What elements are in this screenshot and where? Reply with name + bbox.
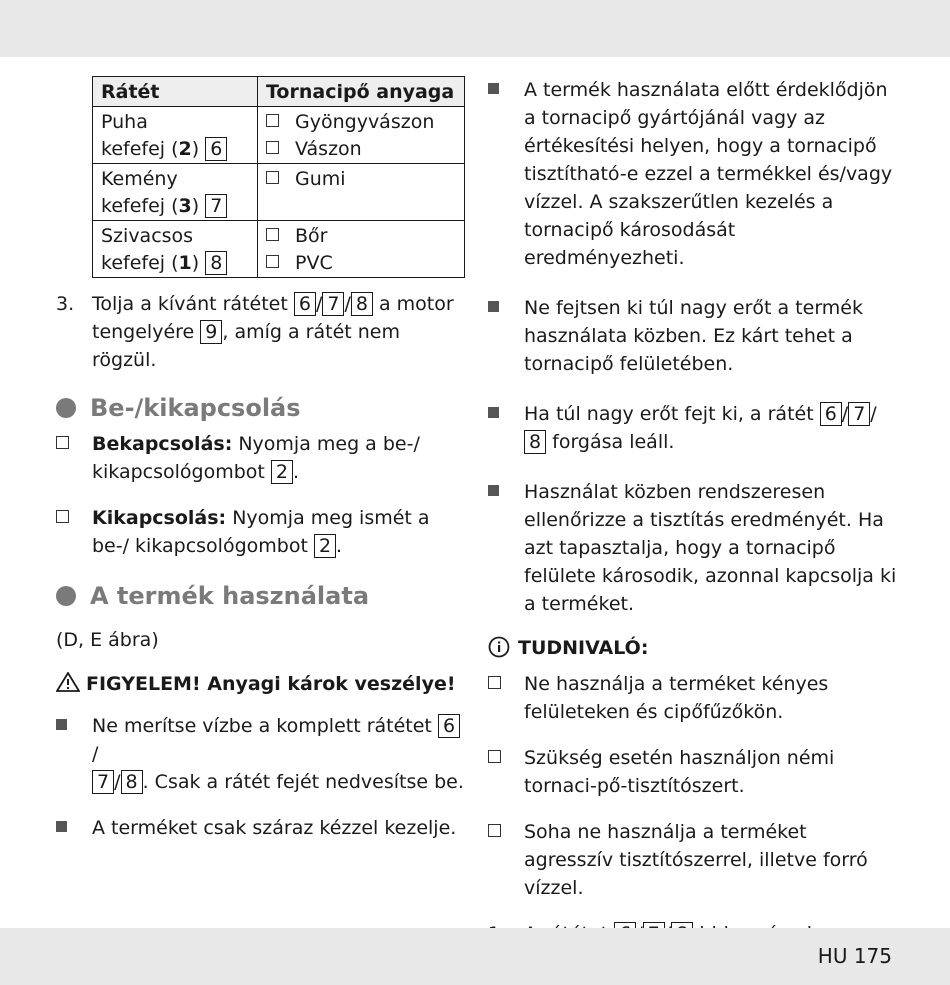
attachment-name: Kemény bbox=[101, 168, 178, 190]
checkbox-icon bbox=[266, 171, 279, 184]
attachment-name: Puha bbox=[101, 111, 148, 133]
table-header: Rátét bbox=[93, 77, 258, 107]
list-item: A terméket csak száraz kézzel kezelje. bbox=[56, 814, 466, 842]
section-heading-usage: A termék használata bbox=[56, 580, 466, 612]
list-item: Ne fejtsen ki túl nagy erőt a termék használata közben. Ez kárt tehet a tornacipő felületében. bbox=[488, 294, 898, 378]
part-number-box: 6 bbox=[205, 137, 227, 161]
square-bullet-icon bbox=[488, 301, 499, 312]
checkbox-icon bbox=[266, 141, 279, 154]
info-icon bbox=[488, 636, 510, 658]
square-bullet-icon bbox=[488, 485, 499, 496]
checkbox-icon bbox=[266, 228, 279, 241]
list-item: Ha túl nagy erőt fejt ki, a rátét 6 / 7 /8 forgása leáll. bbox=[488, 400, 898, 456]
bottom-band bbox=[0, 928, 950, 985]
list-item: Ne merítse vízbe a komplett rátétet 6/ 7 / 8 . Csak a rátét fejét nedvesítse be. bbox=[56, 712, 466, 796]
checkbox-icon bbox=[488, 824, 501, 837]
checkbox-icon bbox=[266, 255, 279, 268]
table-row: Puha kefefej (2) 6 Gyöngyvászon Vászon bbox=[93, 107, 465, 164]
warning-icon bbox=[56, 672, 80, 692]
square-bullet-icon bbox=[488, 83, 499, 94]
checkbox-icon bbox=[266, 114, 279, 127]
list-item: Kikapcsolás: Nyomja meg ismét a be-/ kikapcsológombot 2 . bbox=[56, 504, 466, 560]
list-item: Ne használja a terméket kényes felületeken és cipőfűzőkön. bbox=[488, 670, 898, 726]
section-heading-onoff: Be-/kikapcsolás bbox=[56, 392, 466, 424]
table-header: Tornacipő anyaga bbox=[258, 77, 465, 107]
list-item: A termék használata előtt érdeklődjön a tornacipő gyártójánál vagy az értékesítési helyen, hogy a tornacipő tisztítható-e ezzel a termékkel és/vagy vízzel. A szakszerűtlen kezelés a tornacipő károsodását eredményezheti. bbox=[488, 76, 898, 272]
checkbox-icon bbox=[488, 750, 501, 763]
attachment-name: Szivacsos bbox=[101, 225, 194, 247]
table-row: Kemény kefefej (3) 7 Gumi bbox=[93, 164, 465, 221]
page-number: HU 175 bbox=[817, 944, 892, 968]
bullet-dot-icon bbox=[56, 586, 76, 606]
checkbox-icon bbox=[56, 510, 69, 523]
list-item: Szükség esetén használjon némi tornaci-pő-tisztítószert. bbox=[488, 744, 898, 800]
right-column bbox=[488, 76, 898, 976]
list-item: Bekapcsolás: Nyomja meg a be-/ kikapcsológombot 2 . bbox=[56, 430, 466, 486]
checkbox-icon bbox=[488, 676, 501, 689]
left-column bbox=[56, 76, 466, 842]
checkbox-icon bbox=[56, 436, 69, 449]
attachment-table bbox=[92, 76, 465, 278]
bullet-dot-icon bbox=[56, 398, 76, 418]
figure-reference: (D, E ábra) bbox=[56, 629, 159, 651]
part-number-box: 7 bbox=[205, 194, 227, 218]
square-bullet-icon bbox=[56, 719, 67, 730]
table-row: Szivacsos kefefej (1) 8 Bőr PVC bbox=[93, 221, 465, 278]
top-band bbox=[0, 0, 950, 57]
part-number-box: 8 bbox=[205, 251, 227, 275]
square-bullet-icon bbox=[56, 821, 67, 832]
square-bullet-icon bbox=[488, 407, 499, 418]
step-3: 3. Tolja a kívánt rátétet 6 / 7 / 8 a motor tengelyére 9 , amíg a rátét nem rögzül. bbox=[56, 293, 454, 371]
list-item: Soha ne használja a terméket agresszív tisztítószerrel, illetve forró vízzel. bbox=[488, 818, 898, 902]
warning-heading: FIGYELEM! Anyagi károk veszélye! bbox=[56, 670, 466, 698]
note-heading: TUDNIVALÓ: bbox=[488, 634, 898, 662]
list-item: Használat közben rendszeresen ellenőrizze a tisztítás eredményét. Ha azt tapasztalja, hogy a tornacipő felülete károsodik, azonnal kapcsolja ki a terméket. bbox=[488, 478, 898, 618]
